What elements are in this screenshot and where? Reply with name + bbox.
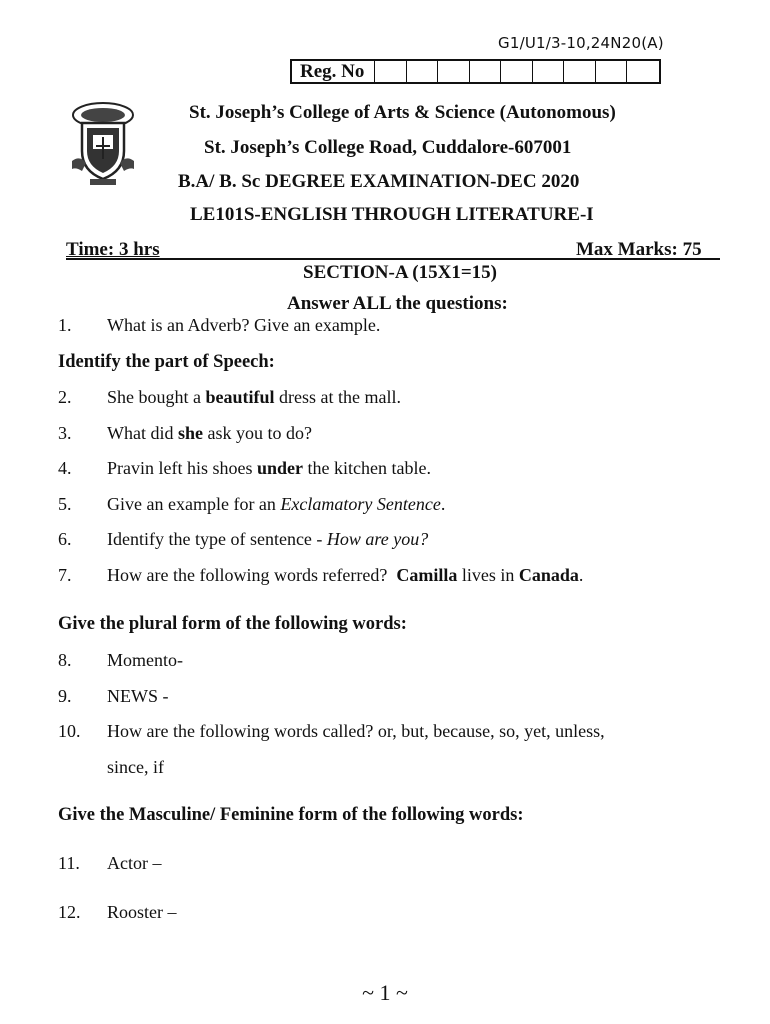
exam-code: G1/U1/3-10,24N20(A) bbox=[498, 34, 664, 52]
question-text bbox=[107, 423, 312, 444]
question-text-continued: since, if bbox=[107, 757, 164, 777]
question-text: How are the following words called? or, but, because, so, yet, unless, bbox=[107, 721, 605, 741]
question-keyword: under bbox=[257, 458, 304, 478]
reg-no-cell bbox=[501, 61, 533, 82]
question-number: 8. bbox=[58, 650, 72, 670]
question-text-part: Give an example for an bbox=[107, 494, 281, 514]
question-italic: How are you? bbox=[326, 529, 429, 549]
question-text bbox=[107, 494, 445, 515]
header-divider bbox=[66, 258, 720, 260]
reg-no-box bbox=[290, 59, 661, 84]
question-text-part: Pravin left his shoes bbox=[107, 458, 257, 478]
instruction: Answer ALL the questions: bbox=[287, 293, 508, 314]
college-name: St. Joseph’s College of Arts & Science (Autonomous) bbox=[189, 102, 616, 123]
max-marks-label: Max Marks: 75 bbox=[576, 239, 702, 260]
time-label: Time: 3 hrs bbox=[66, 239, 160, 260]
question-text: Rooster – bbox=[107, 902, 177, 922]
subheading-parts-of-speech: Identify the part of Speech: bbox=[58, 352, 275, 372]
subheading-gender: Give the Masculine/ Feminine form of the following words: bbox=[58, 805, 524, 825]
question-number: 7. bbox=[58, 565, 72, 585]
question-number: 11. bbox=[58, 853, 80, 873]
question-number: 1. bbox=[58, 315, 72, 335]
question-text: Actor – bbox=[107, 853, 162, 873]
question-text bbox=[107, 458, 431, 479]
question-text bbox=[107, 387, 401, 408]
section-heading: SECTION-A (15X1=15) bbox=[303, 262, 497, 283]
question-text-part: dress at the mall. bbox=[274, 387, 401, 407]
question-text-part: She bought a bbox=[107, 387, 206, 407]
question-text-part: What did bbox=[107, 423, 178, 443]
reg-no-label: Reg. No bbox=[292, 61, 375, 82]
question-number: 10. bbox=[58, 721, 81, 741]
question-text-part: How are the following words referred? bbox=[107, 565, 397, 585]
question-number: 5. bbox=[58, 494, 72, 514]
question-italic: Exclamatory Sentence bbox=[280, 494, 441, 514]
question-text: What is an Adverb? Give an example. bbox=[107, 315, 381, 335]
question-keyword: she bbox=[177, 423, 203, 443]
question-number: 2. bbox=[58, 387, 72, 407]
question-text: NEWS - bbox=[107, 686, 169, 706]
reg-no-cell bbox=[470, 61, 502, 82]
page-number: ~ 1 ~ bbox=[362, 980, 408, 1005]
reg-no-cell bbox=[407, 61, 439, 82]
subject-title: LE101S-ENGLISH THROUGH LITERATURE-I bbox=[190, 204, 594, 225]
college-address: St. Joseph’s College Road, Cuddalore-607001 bbox=[204, 137, 572, 158]
exam-title: B.A/ B. Sc DEGREE EXAMINATION-DEC 2020 bbox=[178, 171, 580, 192]
reg-no-cell bbox=[438, 61, 470, 82]
question-text: Momento- bbox=[107, 650, 183, 670]
question-keyword: beautiful bbox=[205, 387, 275, 407]
reg-no-cell bbox=[533, 61, 565, 82]
question-number: 4. bbox=[58, 458, 72, 478]
question-text-part: . bbox=[578, 565, 584, 585]
subheading-plural: Give the plural form of the following words: bbox=[58, 614, 407, 634]
question-text-part: ask you to do? bbox=[203, 423, 312, 443]
reg-no-cell bbox=[596, 61, 628, 82]
question-number: 3. bbox=[58, 423, 72, 443]
question-keyword: Canada bbox=[518, 565, 579, 585]
reg-no-cell bbox=[375, 61, 407, 82]
question-number: 12. bbox=[58, 902, 81, 922]
question-text bbox=[107, 529, 428, 550]
question-text bbox=[107, 565, 583, 586]
question-text-part: lives in bbox=[457, 565, 519, 585]
question-number: 6. bbox=[58, 529, 72, 549]
reg-no-cell bbox=[564, 61, 596, 82]
question-text-part: . bbox=[440, 494, 446, 514]
question-text-part: Identify the type of sentence - bbox=[107, 529, 327, 549]
college-crest-logo bbox=[68, 101, 138, 187]
question-number: 9. bbox=[58, 686, 72, 706]
question-text-part: the kitchen table. bbox=[303, 458, 431, 478]
reg-no-cell bbox=[627, 61, 659, 82]
question-keyword: Camilla bbox=[396, 565, 458, 585]
